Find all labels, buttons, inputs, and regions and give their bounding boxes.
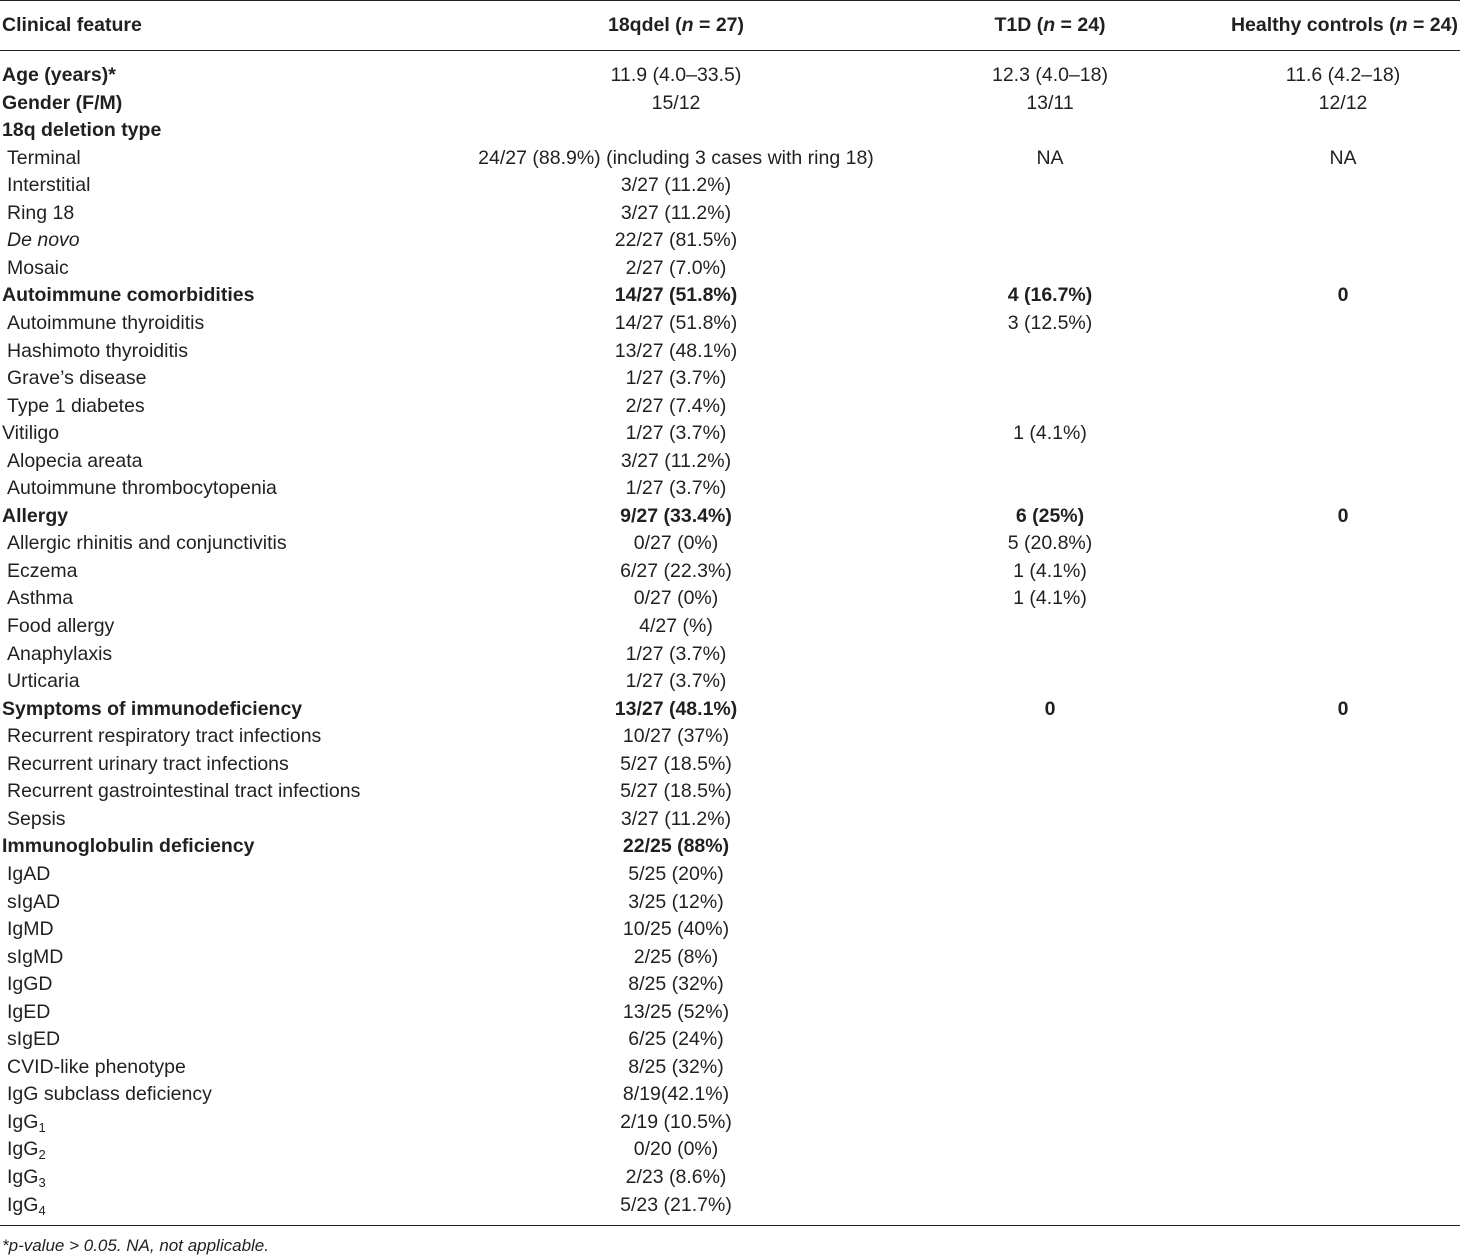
cell-18qdel: 6/27 (22.3%) <box>620 559 732 582</box>
cell-feature: sIgED <box>7 1028 61 1051</box>
table-row <box>0 310 1460 338</box>
table-row <box>0 117 1460 145</box>
cell-18qdel: 3/27 (11.2%) <box>620 174 732 197</box>
cell-healthy-controls <box>1243 999 1443 1027</box>
cell-t1d <box>950 1109 1150 1137</box>
cell-feature: Anaphylaxis <box>7 642 113 665</box>
table-footnote: *p-value > 0.05. NA, not applicable. <box>2 1236 269 1255</box>
cell-feature: Food allergy <box>7 615 115 637</box>
cell-feature: De novo <box>7 229 80 252</box>
header-rule <box>0 50 1460 51</box>
cell-t1d <box>950 200 1150 228</box>
cell-feature: Urticaria <box>7 670 80 693</box>
table-row <box>0 62 1460 90</box>
cell-18qdel: 4/27 (%) <box>639 615 713 637</box>
cell-healthy-controls <box>1243 778 1443 806</box>
cell-18qdel: 2/19 (10.5%) <box>620 1110 732 1133</box>
cell-healthy-controls <box>1243 1136 1443 1164</box>
table-row <box>0 861 1460 889</box>
cell-healthy-controls <box>1243 448 1443 476</box>
table-row <box>0 448 1460 476</box>
cell-feature: IgG$_1$ <box>7 1110 46 1135</box>
cell-healthy-controls <box>1243 227 1443 255</box>
table-row <box>0 1054 1460 1082</box>
cell-healthy-controls <box>1243 833 1443 861</box>
cell-healthy-controls <box>1243 255 1443 283</box>
cell-t1d <box>950 806 1150 834</box>
cell-feature: Grave’s disease <box>7 367 147 390</box>
header-18qdel: 18qdel (n = 27) <box>607 14 745 36</box>
top-rule <box>0 0 1460 1</box>
cell-t1d <box>950 833 1150 861</box>
table-row <box>0 751 1460 779</box>
cell-healthy-controls: 11.6 (4.2–18) <box>1285 64 1401 86</box>
cell-feature: IgAD <box>7 862 51 885</box>
cell-t1d <box>950 1136 1150 1164</box>
cell-healthy-controls <box>1243 475 1443 503</box>
cell-feature: Allergic rhinitis and conjunctivitis <box>7 532 287 555</box>
cell-18qdel: 8/25 (32%) <box>628 973 724 996</box>
cell-healthy-controls: 0 <box>1337 504 1349 527</box>
cell-feature: Mosaic <box>7 256 69 279</box>
table-row <box>0 806 1460 834</box>
cell-t1d <box>950 1054 1150 1082</box>
table-row <box>0 833 1460 861</box>
cell-feature: Recurrent urinary tract infections <box>7 752 289 775</box>
cell-18qdel: 0/27 (0%) <box>633 587 719 610</box>
cell-18qdel: 5/27 (18.5%) <box>620 752 732 775</box>
cell-t1d: NA <box>1036 146 1064 169</box>
cell-healthy-controls <box>1243 1164 1443 1192</box>
cell-18qdel <box>476 117 876 145</box>
table-row <box>0 338 1460 366</box>
cell-t1d <box>950 1164 1150 1192</box>
table-row <box>0 255 1460 283</box>
cell-feature: Autoimmune thrombocytopenia <box>7 477 277 500</box>
cell-feature: Terminal <box>7 146 81 169</box>
table-row <box>0 778 1460 806</box>
cell-18qdel: 1/27 (3.7%) <box>625 642 727 665</box>
cell-healthy-controls <box>1243 1054 1443 1082</box>
cell-feature: Autoimmune thyroiditis <box>7 311 205 334</box>
cell-feature: Sepsis <box>7 807 66 830</box>
cell-t1d <box>950 944 1150 972</box>
cell-t1d <box>950 227 1150 255</box>
table-row <box>0 696 1460 724</box>
table-row <box>0 90 1460 118</box>
table-row <box>0 944 1460 972</box>
cell-t1d: 12.3 (4.0–18) <box>991 64 1108 86</box>
cell-18qdel: 9/27 (33.4%) <box>620 504 732 527</box>
cell-healthy-controls <box>1243 200 1443 228</box>
table-row <box>0 999 1460 1027</box>
cell-healthy-controls <box>1243 889 1443 917</box>
cell-t1d: 6 (25%) <box>1015 504 1085 527</box>
table-row <box>0 420 1460 448</box>
cell-t1d <box>950 668 1150 696</box>
cell-t1d <box>950 365 1150 393</box>
cell-healthy-controls <box>1243 916 1443 944</box>
cell-18qdel: 0/20 (0%) <box>633 1138 719 1161</box>
cell-healthy-controls <box>1243 1109 1443 1137</box>
table-row <box>0 558 1460 586</box>
cell-feature: Ring 18 <box>7 201 75 224</box>
cell-feature: sIgAD <box>7 890 61 913</box>
cell-18qdel: 3/25 (12%) <box>628 890 724 913</box>
cell-feature: IgG$_3$ <box>7 1166 46 1190</box>
cell-feature: Asthma <box>7 587 74 610</box>
cell-t1d <box>950 1081 1150 1109</box>
table-row <box>0 585 1460 613</box>
cell-18qdel: 22/25 (88%) <box>622 835 730 858</box>
cell-18qdel: 14/27 (51.8%) <box>614 284 738 307</box>
cell-healthy-controls <box>1243 861 1443 889</box>
cell-healthy-controls <box>1243 117 1443 145</box>
cell-feature: Eczema <box>7 559 78 582</box>
cell-18qdel: 10/27 (37%) <box>622 725 730 748</box>
cell-18qdel: 22/27 (81.5%) <box>614 229 738 252</box>
cell-feature: IgED <box>7 1000 51 1023</box>
table-row <box>0 1192 1460 1220</box>
cell-healthy-controls <box>1243 310 1443 338</box>
cell-feature: Symptoms of immunodeficiency <box>2 697 303 720</box>
cell-healthy-controls <box>1243 668 1443 696</box>
cell-t1d <box>950 999 1150 1027</box>
table-row <box>0 365 1460 393</box>
cell-feature: IgG$_2$ <box>7 1138 46 1163</box>
table-row <box>0 613 1460 641</box>
cell-t1d <box>950 172 1150 200</box>
cell-t1d <box>950 723 1150 751</box>
cell-healthy-controls <box>1243 1026 1443 1054</box>
cell-feature: Recurrent respiratory tract infections <box>7 725 322 748</box>
cell-healthy-controls <box>1243 1192 1443 1220</box>
cell-healthy-controls <box>1243 806 1443 834</box>
cell-t1d <box>950 641 1150 669</box>
cell-t1d <box>950 393 1150 421</box>
cell-18qdel: 3/27 (11.2%) <box>620 449 732 472</box>
cell-t1d <box>950 1192 1150 1220</box>
cell-18qdel: 8/25 (32%) <box>628 1055 724 1078</box>
table-row <box>0 668 1460 696</box>
cell-feature: Recurrent gastrointestinal tract infections <box>7 780 361 803</box>
cell-healthy-controls <box>1243 530 1443 558</box>
cell-healthy-controls: 12/12 <box>1318 91 1368 114</box>
cell-t1d: 3 (12.5%) <box>1007 311 1093 334</box>
cell-feature: sIgMD <box>7 945 64 968</box>
cell-18qdel: 5/23 (21.7%) <box>620 1193 732 1216</box>
cell-t1d: 13/11 <box>1026 91 1074 114</box>
cell-feature: Type 1 diabetes <box>7 394 145 417</box>
table-row <box>0 200 1460 228</box>
cell-t1d <box>950 751 1150 779</box>
cell-healthy-controls <box>1243 1081 1443 1109</box>
cell-18qdel: 2/27 (7.4%) <box>625 394 727 417</box>
cell-feature: Alopecia areata <box>7 449 143 472</box>
cell-feature: Interstitial <box>7 174 91 197</box>
cell-18qdel: 1/27 (3.7%) <box>625 477 727 500</box>
cell-18qdel: 1/27 (3.7%) <box>625 422 727 445</box>
cell-healthy-controls <box>1243 751 1443 779</box>
cell-t1d <box>950 916 1150 944</box>
cell-t1d: 5 (20.8%) <box>1007 532 1093 555</box>
cell-healthy-controls <box>1243 172 1443 200</box>
table-row <box>0 723 1460 751</box>
cell-t1d: 4 (16.7%) <box>1007 284 1093 307</box>
table-row <box>0 172 1460 200</box>
cell-18qdel: 11.9 (4.0–33.5) <box>610 64 742 86</box>
cell-18qdel: 14/27 (51.8%) <box>614 311 738 334</box>
cell-t1d <box>950 613 1150 641</box>
table-header <box>0 12 1460 40</box>
cell-18qdel: 2/23 (8.6%) <box>625 1166 727 1188</box>
cell-18qdel: 24/27 (88.9%) (including 3 cases with ring 18) <box>478 146 874 169</box>
cell-18qdel: 13/25 (52%) <box>622 1000 730 1023</box>
table-row <box>0 641 1460 669</box>
cell-feature: Immunoglobulin deficiency <box>2 835 255 858</box>
cell-t1d <box>950 255 1150 283</box>
table-row <box>0 227 1460 255</box>
cell-feature: IgMD <box>7 918 54 941</box>
cell-healthy-controls <box>1243 585 1443 613</box>
cell-healthy-controls: 0 <box>1337 697 1349 720</box>
cell-healthy-controls: 0 <box>1337 284 1349 307</box>
cell-t1d: 1 (4.1%) <box>1013 587 1087 610</box>
cell-healthy-controls <box>1243 723 1443 751</box>
cell-feature: Autoimmune comorbidities <box>2 284 255 307</box>
cell-t1d <box>950 338 1150 366</box>
cell-t1d <box>950 861 1150 889</box>
table-row <box>0 1026 1460 1054</box>
bottom-rule <box>0 1225 1460 1226</box>
cell-18qdel: 5/27 (18.5%) <box>620 780 732 803</box>
cell-feature: Gender (F/M) <box>2 91 123 114</box>
cell-t1d <box>950 778 1150 806</box>
cell-18qdel: 6/25 (24%) <box>628 1028 724 1051</box>
cell-18qdel: 3/27 (11.2%) <box>620 807 732 830</box>
table-row <box>0 916 1460 944</box>
cell-t1d: 1 (4.1%) <box>1013 422 1087 445</box>
cell-18qdel: 8/19(42.1%) <box>622 1083 730 1106</box>
cell-feature: 18q deletion type <box>2 119 162 142</box>
cell-feature: IgGD <box>7 973 53 996</box>
table-row <box>0 475 1460 503</box>
table-row <box>0 1109 1460 1137</box>
cell-18qdel: 13/27 (48.1%) <box>614 697 738 720</box>
table-row <box>0 530 1460 558</box>
header-healthy-controls: Healthy controls (n = 24) <box>1230 14 1458 36</box>
cell-t1d <box>950 475 1150 503</box>
cell-18qdel: 1/27 (3.7%) <box>625 670 727 693</box>
cell-18qdel: 10/25 (40%) <box>622 918 730 941</box>
table-row <box>0 971 1460 999</box>
cell-healthy-controls <box>1243 613 1443 641</box>
cell-feature: Vitiligo <box>2 422 60 445</box>
cell-18qdel: 15/12 <box>651 91 701 114</box>
cell-feature: CVID-like phenotype <box>7 1055 186 1078</box>
table-row <box>0 393 1460 421</box>
cell-healthy-controls <box>1243 558 1443 586</box>
cell-t1d <box>950 448 1150 476</box>
header-clinical-feature: Clinical feature <box>2 14 142 36</box>
table-row <box>0 282 1460 310</box>
cell-healthy-controls <box>1243 641 1443 669</box>
table-row <box>0 145 1460 173</box>
cell-feature: Hashimoto thyroiditis <box>7 339 188 362</box>
cell-18qdel: 3/27 (11.2%) <box>620 201 732 224</box>
cell-feature: IgG$_4$ <box>7 1193 46 1218</box>
cell-t1d: 0 <box>1044 697 1056 720</box>
cell-18qdel: 5/25 (20%) <box>628 862 724 885</box>
cell-18qdel: 2/25 (8%) <box>633 945 719 968</box>
table-row <box>0 1136 1460 1164</box>
cell-healthy-controls <box>1243 338 1443 366</box>
cell-healthy-controls <box>1243 944 1443 972</box>
cell-18qdel: 0/27 (0%) <box>633 532 719 555</box>
cell-18qdel: 1/27 (3.7%) <box>625 367 727 390</box>
cell-t1d <box>950 889 1150 917</box>
cell-feature: Allergy <box>2 504 69 527</box>
cell-t1d <box>950 117 1150 145</box>
cell-t1d: 1 (4.1%) <box>1013 559 1087 582</box>
cell-healthy-controls <box>1243 365 1443 393</box>
cell-t1d <box>950 971 1150 999</box>
table-row <box>0 1081 1460 1109</box>
cell-t1d <box>950 1026 1150 1054</box>
cell-18qdel: 13/27 (48.1%) <box>614 339 738 362</box>
table-row <box>0 503 1460 531</box>
cell-healthy-controls: NA <box>1329 146 1357 169</box>
cell-18qdel: 2/27 (7.0%) <box>625 256 727 279</box>
cell-healthy-controls <box>1243 393 1443 421</box>
cell-healthy-controls <box>1243 420 1443 448</box>
table-row <box>0 889 1460 917</box>
cell-feature: Age (years)* <box>2 64 116 86</box>
table-row <box>0 1164 1460 1192</box>
header-t1d: T1D (n = 24) <box>994 14 1106 36</box>
cell-healthy-controls <box>1243 971 1443 999</box>
cell-feature: IgG subclass deficiency <box>7 1083 212 1106</box>
